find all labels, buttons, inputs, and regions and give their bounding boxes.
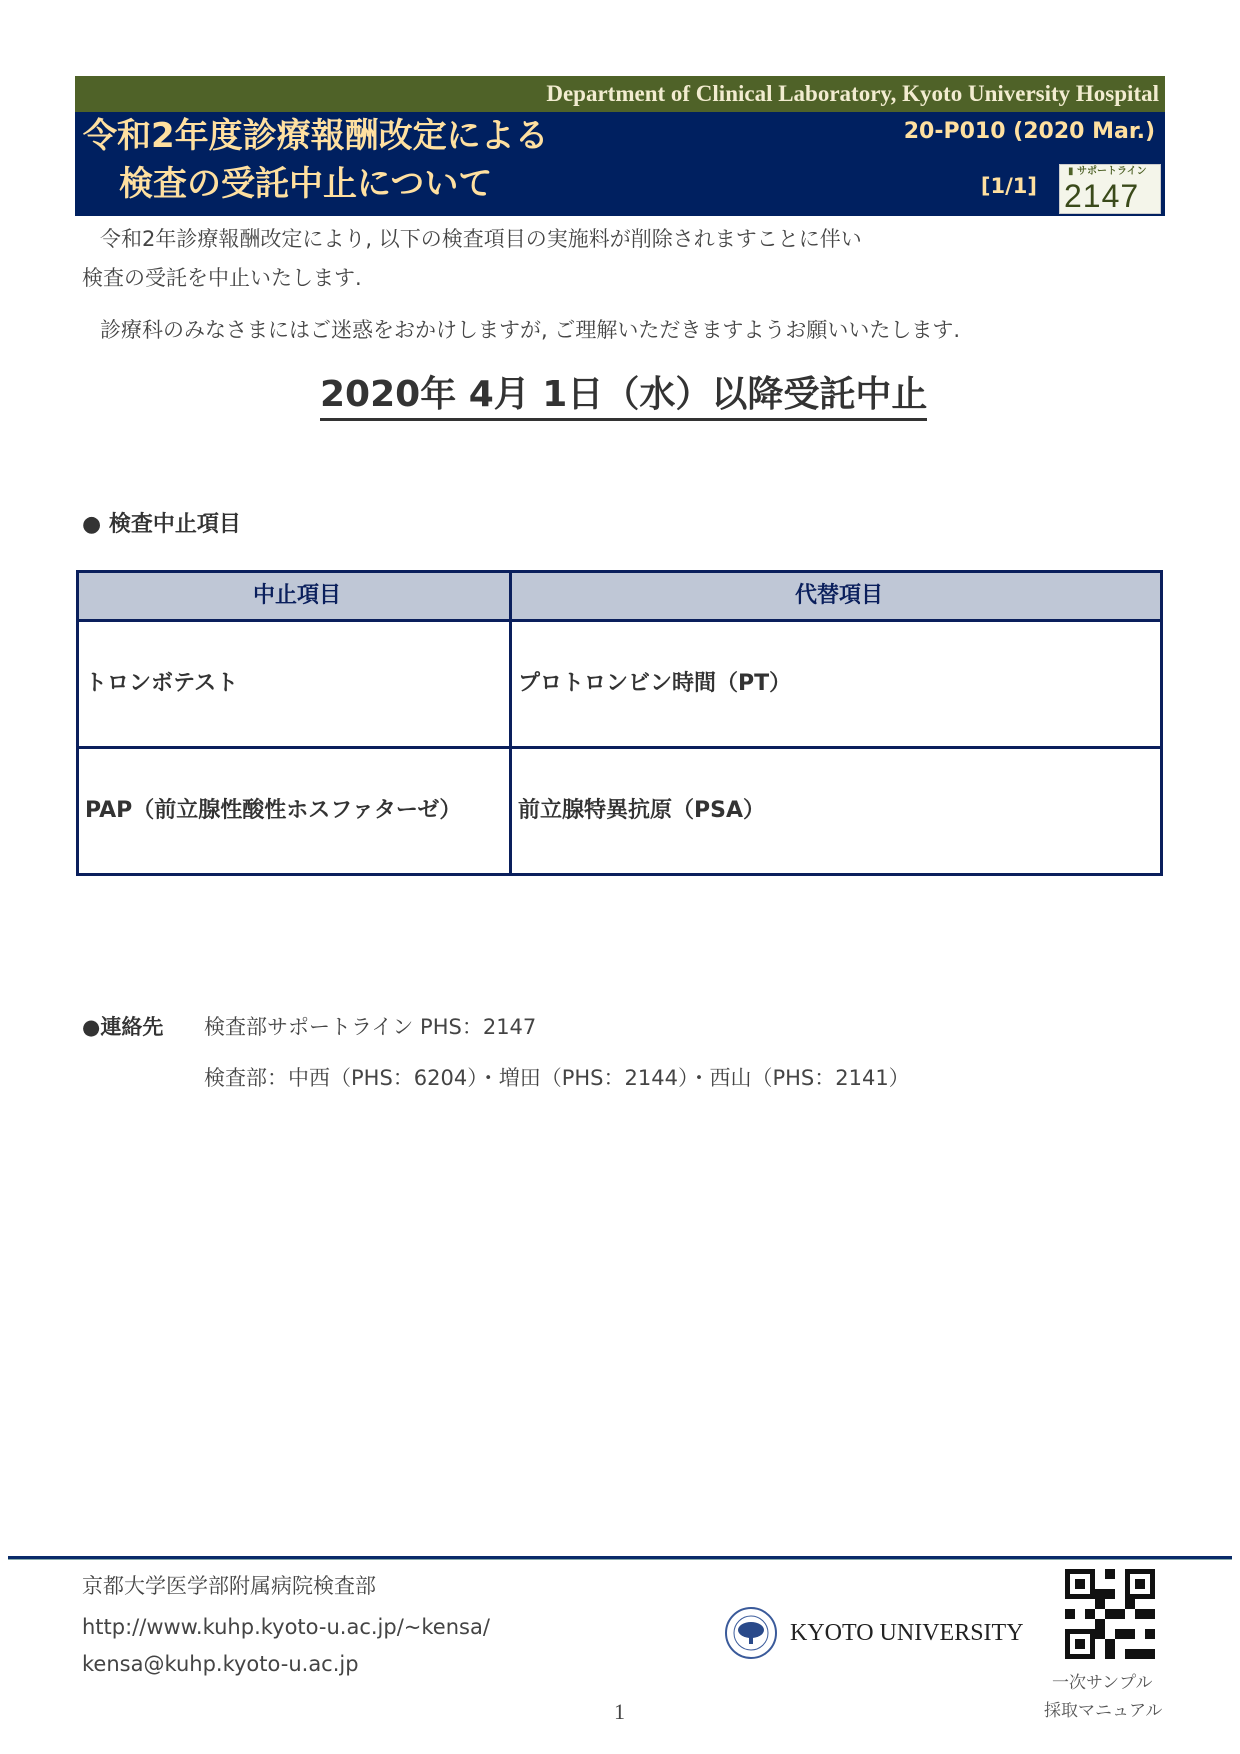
alternative-item: プロトロンビン時間（PT）: [511, 621, 1162, 748]
support-label-text: サポートライン: [1076, 166, 1147, 177]
kyoto-university-logo: [724, 1606, 1024, 1660]
intro-line1: 令和2年診療報酬改定により, 以下の検査項目の実施料が削除されますことに伴い: [100, 227, 862, 251]
column-header-alternative: 代替項目: [511, 572, 1162, 621]
footer-url[interactable]: http://www.kuhp.kyoto-u.ac.jp/~kensa/: [82, 1615, 490, 1639]
footer-org: 京都大学医学部附属病院検査部: [82, 1574, 376, 1598]
contact-label: ●連絡先: [82, 1015, 164, 1039]
suspended-items-table: [76, 570, 1163, 876]
support-line-label: ▮ サポートライン: [1068, 166, 1147, 177]
department-name: Department of Clinical Laboratory, Kyoto University Hospital: [546, 81, 1159, 106]
suspended-item: トロンボテスト: [78, 621, 511, 748]
alternative-item: 前立腺特異抗原（PSA）: [511, 748, 1162, 875]
contact-line2: 検査部：中西（PHS：6204）・増田（PHS：2144）・西山（PHS：2141）: [204, 1066, 910, 1090]
title-banner: [75, 112, 1165, 216]
university-emblem-icon: [724, 1606, 778, 1660]
university-name: KYOTO UNIVERSITY: [790, 1620, 1024, 1646]
table-row: [78, 748, 1162, 875]
suspended-item: PAP（前立腺性酸性ホスファターゼ）: [78, 748, 511, 875]
qr-code[interactable]: [1065, 1569, 1155, 1659]
intro-line2: 検査の受託を中止いたします.: [82, 266, 362, 290]
footer-divider: [8, 1556, 1232, 1560]
department-banner: [75, 76, 1165, 112]
suspension-date-headline: 2020年 4月 1日（水）以降受託中止: [320, 372, 927, 421]
page-indicator: [1/1]: [980, 174, 1037, 198]
document-id: 20-P010 (2020 Mar.): [903, 119, 1155, 144]
footer-email[interactable]: kensa@kuhp.kyoto-u.ac.jp: [82, 1652, 359, 1676]
column-header-suspended: 中止項目: [78, 572, 511, 621]
table-row: [78, 621, 1162, 748]
contact-line1: 検査部サポートライン PHS：2147: [204, 1015, 537, 1039]
intro-line3: 診療科のみなさまにはご迷惑をおかけしますが, ご理解いただきますようお願いいたします.: [100, 318, 961, 342]
section-title: ● 検査中止項目: [82, 512, 241, 537]
table-header-row: [78, 572, 1162, 621]
support-line-badge: [1059, 164, 1161, 214]
qr-caption-line2: 採取マニュアル: [1044, 1701, 1163, 1721]
support-line-number: 2147: [1064, 178, 1140, 214]
qr-caption-line1: 一次サンプル: [1052, 1673, 1153, 1693]
title-line1: 令和2年度診療報酬改定による: [83, 116, 549, 156]
title-line2: 検査の受託中止について: [119, 164, 493, 204]
page-number: 1: [614, 1699, 625, 1724]
